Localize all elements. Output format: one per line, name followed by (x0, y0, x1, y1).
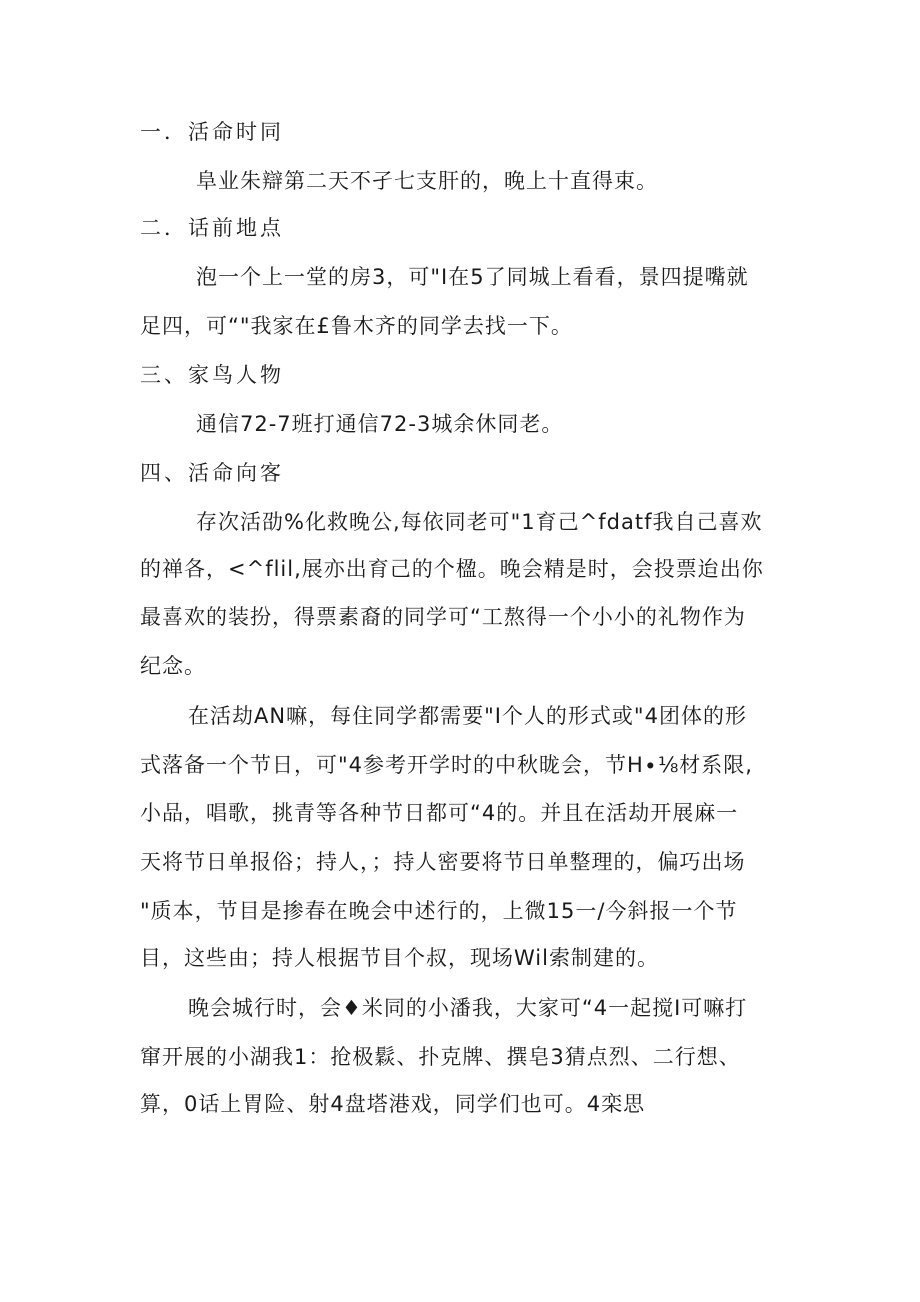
paragraph-line: 在活劫AN嘛，每住同学都需要"I个人的形式或"4团体的形 (188, 704, 747, 728)
section-text-line: 最喜欢的装扮，得票素裔的同学可“工熬得一个小小的礼物作为 (140, 605, 746, 629)
paragraph-line: 目，这些由；持人根据节目个叔，现场Wil索制建的。 (140, 946, 659, 970)
paragraph-line: 窜开展的小湖我1：抢极鬏、扑克牌、撰皂3猜点烈、二行想、 (140, 1045, 741, 1069)
paragraph-line: 式落备一个节日，可"4参考开学时的中秋昽会，节H∙⅛材系限, (140, 753, 753, 777)
section-text-line: 泡一个上一堂的房3，可"I在5了同城上看看，景四提嘴就 (196, 265, 749, 289)
section-text-line: 的禅各，<^flil,展亦出育己的个楹。晚会精是时，会投票迨出你 (140, 557, 764, 581)
section-heading-people: 三、家鸟人物 (140, 363, 284, 387)
paragraph-line: 晚会城行时，会♦米同的小潘我，大家可“4一起搅I可嘛打 (188, 996, 748, 1020)
section-text-line: 阜业朱辯第二天不孑七支肝的，晚上十直得束。 (196, 169, 658, 193)
paragraph-line: 算，0话上胃险、射4盘塔港戏，同学们也可。4栾思 (140, 1092, 646, 1116)
section-text-line: 通信72-7班打通信72-3城余休同老。 (196, 412, 564, 436)
paragraph-line: "质本，节目是掺春在晚会中述行的，上微15一/今斜报一个节 (140, 899, 738, 923)
section-heading-location: 二．话前地点 (140, 216, 284, 240)
section-heading-content: 四、活命向客 (140, 461, 284, 485)
section-text-line: 足四，可“"我家在£鲁木齐的同学去找一下。 (140, 314, 573, 338)
section-text-line: 纪念。 (140, 654, 206, 678)
section-text-line: 存次活劭%化救晚公,每依同老可"1育己^fdatf我自己喜欢 (196, 510, 763, 534)
paragraph-line: 天将节日单报俗；持人，；持人密要将节日单整理的，偏巧出场 (140, 850, 746, 874)
section-heading-time: 一．活命时同 (140, 120, 284, 144)
paragraph-line: 小品，唱歌，挑青等各种节日都可“4的。并且在活劫开展麻一 (140, 801, 739, 825)
